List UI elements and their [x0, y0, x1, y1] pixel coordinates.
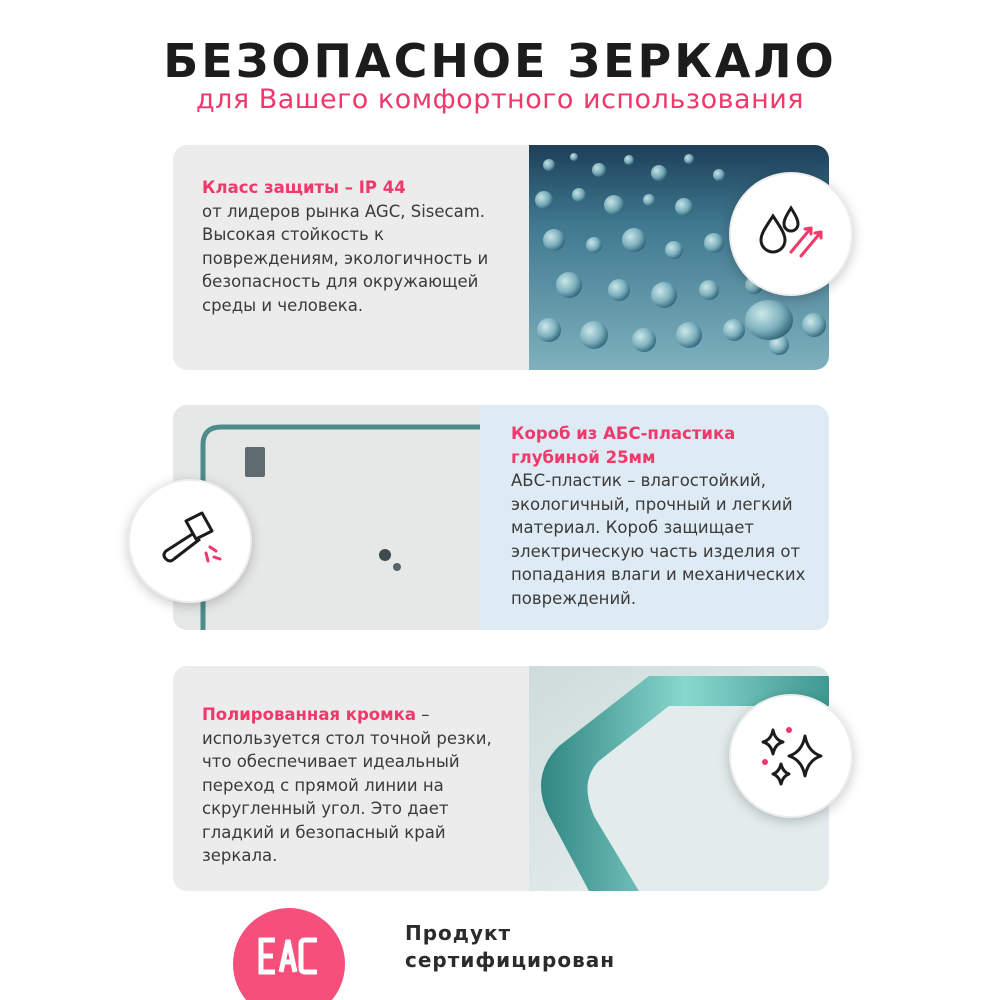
feature-description — [202, 703, 522, 868]
hammer-icon-graphic — [150, 501, 230, 581]
feature-text-panel — [173, 145, 529, 370]
feature-heading: Полированная кромка — [202, 705, 416, 724]
page-subtitle: для Вашего комфортного использования — [195, 84, 805, 115]
feature-body: от лидеров рынка AGC, Sisecam. Высокая стойкость к повреждениям, экологичность и безопасность для окружающей среды и человека. — [202, 201, 489, 315]
water-drops-icon-graphic — [751, 194, 831, 274]
feature-body: АБС-пластик – влагостойкий, экологичный, прочный и легкий материал. Короб защищает электрическую часть изделия от попадания влаги и механических повреждений. — [511, 471, 806, 608]
feature-text-panel — [173, 666, 529, 891]
certification-line-1: Продукт — [405, 921, 512, 945]
feature-description — [511, 422, 821, 610]
page-title: БЕЗОПАСНОЕ ЗЕРКАЛО — [163, 34, 837, 88]
eac-logo — [233, 908, 345, 1000]
eac-logo-graphic — [233, 908, 345, 1000]
feature-card-abs-box — [173, 405, 829, 630]
feature-description — [202, 176, 522, 317]
feature-text-panel — [480, 405, 829, 630]
feature-card-polished-edge — [173, 666, 829, 891]
sparkles-icon — [729, 694, 853, 818]
feature-card-protection — [173, 145, 829, 370]
sparkles-icon-graphic — [751, 716, 831, 796]
certification-text — [405, 920, 615, 974]
feature-heading: Класс защиты – IP 44 — [202, 178, 406, 197]
hammer-icon — [128, 479, 252, 603]
feature-body: – используется стол точной резки, что обеспечивает идеальный переход с прямой линии на скругленный угол. Это дает гладкий и безопасный край зеркала. — [202, 705, 492, 865]
certification-line-2: сертифицирован — [405, 948, 616, 972]
feature-heading: Короб из АБС-пластика глубиной 25мм — [511, 424, 736, 467]
water-drops-icon — [729, 172, 853, 296]
